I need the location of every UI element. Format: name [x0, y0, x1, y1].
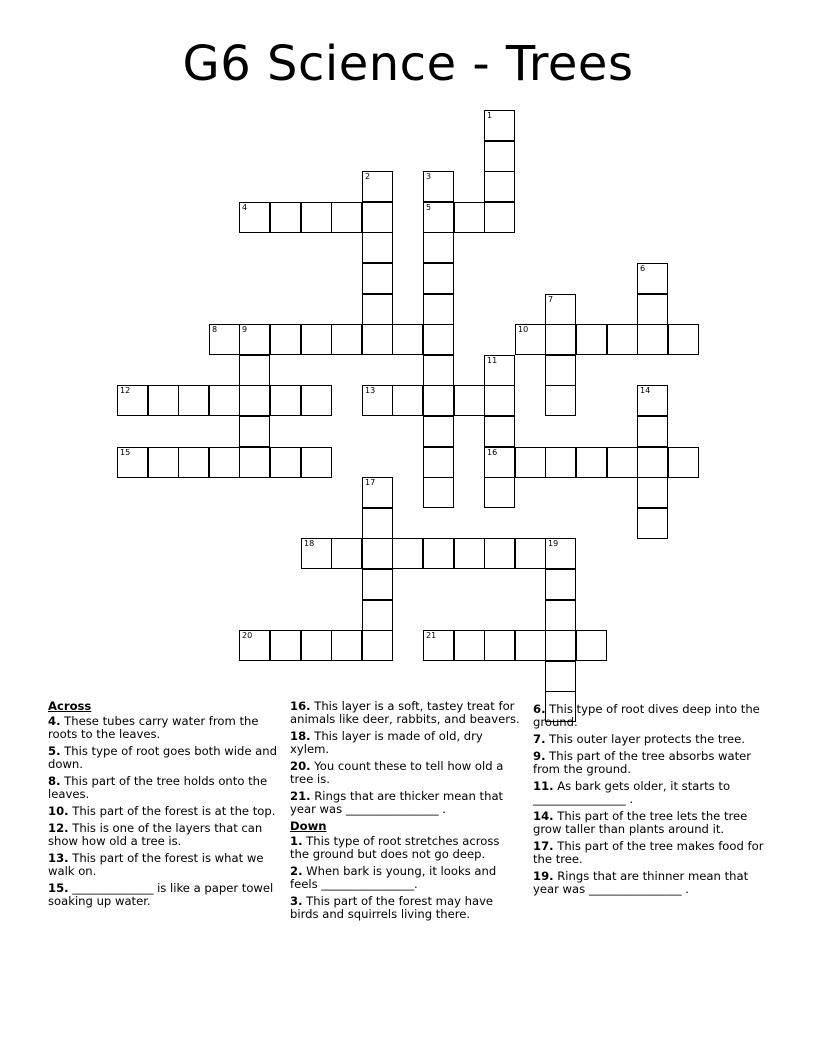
down-heading: Down [290, 819, 327, 833]
clue-down-6: 6. This type of root dives deep into the ground. [533, 702, 760, 729]
grid-cell[interactable] [576, 630, 607, 661]
grid-cell[interactable] [209, 447, 240, 478]
clue-column-1 [48, 700, 288, 912]
grid-cell[interactable] [637, 324, 668, 355]
grid-cell[interactable] [423, 232, 454, 263]
grid-cell[interactable] [423, 355, 454, 386]
cell-number: 15 [120, 448, 131, 457]
grid-cell[interactable] [545, 538, 576, 569]
grid-cell[interactable] [545, 447, 576, 478]
grid-cell[interactable] [270, 324, 301, 355]
grid-cell[interactable] [484, 538, 515, 569]
clue-down-1: 1. This type of root stretches across the ground but does not go deep. [290, 834, 500, 861]
grid-cell[interactable] [270, 385, 301, 416]
clue-across-5: 5. This type of root goes both wide and down. [48, 744, 277, 771]
clue-across-18: 18. This layer is made of old, dry xylem. [290, 729, 483, 756]
page-title: G6 Science - Trees [182, 36, 634, 92]
grid-cell[interactable] [362, 232, 393, 263]
grid-cell[interactable] [545, 661, 576, 692]
grid-cell[interactable] [178, 447, 209, 478]
grid-cell[interactable] [545, 600, 576, 631]
grid-cell[interactable] [301, 447, 332, 478]
grid-cell[interactable] [331, 324, 362, 355]
grid-cell[interactable] [239, 202, 270, 233]
clue-down-17: 17. This part of the tree makes food for the tree. [533, 839, 764, 866]
cell-number: 17 [365, 478, 376, 487]
grid-cell[interactable] [362, 324, 393, 355]
grid-cell[interactable] [392, 385, 423, 416]
clue-across-20: 20. You count these to tell how old a tree is. [290, 759, 504, 786]
grid-cell[interactable] [423, 385, 454, 416]
grid-cell[interactable] [117, 447, 148, 478]
grid-cell[interactable] [423, 477, 454, 508]
cell-number: 18 [304, 539, 315, 548]
cell-number: 5 [426, 203, 432, 212]
grid-cell[interactable] [423, 324, 454, 355]
grid-cell[interactable] [454, 385, 485, 416]
grid-cell[interactable] [362, 171, 393, 202]
grid-cell[interactable] [209, 324, 240, 355]
grid-cell[interactable] [362, 600, 393, 631]
clue-across-4: 4. These tubes carry water from the roots to the leaves. [48, 714, 259, 741]
grid-cell[interactable] [484, 141, 515, 172]
grid-cell[interactable] [301, 385, 332, 416]
cell-number: 19 [548, 539, 559, 548]
grid-cell[interactable] [239, 385, 270, 416]
grid-cell[interactable] [545, 630, 576, 661]
grid-cell[interactable] [423, 263, 454, 294]
clue-across-12: 12. This is one of the layers that can show how old a tree is. [48, 821, 263, 848]
grid-cell[interactable] [607, 324, 638, 355]
grid-cell[interactable] [423, 294, 454, 325]
cell-number: 2 [365, 172, 371, 181]
cell-number: 16 [487, 448, 498, 457]
grid-cell[interactable] [362, 294, 393, 325]
grid-cell[interactable] [331, 630, 362, 661]
grid-cell[interactable] [392, 324, 423, 355]
grid-cell[interactable] [668, 447, 699, 478]
clue-down-19: 19. Rings that are thinner mean that year was ________________ . [533, 869, 749, 896]
grid-cell[interactable] [362, 569, 393, 600]
clue-down-14: 14. This part of the tree lets the tree grow taller than plants around it. [533, 809, 748, 836]
grid-cell[interactable] [637, 477, 668, 508]
clue-down-7: 7. This outer layer protects the tree. [533, 732, 745, 746]
grid-cell[interactable] [484, 202, 515, 233]
grid-cell[interactable] [515, 447, 546, 478]
clue-across-10: 10. This part of the forest is at the top. [48, 804, 276, 818]
clue-across-15: 15. ______________ is like a paper towel soaking up water. [48, 881, 274, 908]
grid-cell[interactable] [454, 202, 485, 233]
cell-number: 3 [426, 172, 432, 181]
clue-column-2 [290, 700, 522, 925]
grid-cell[interactable] [637, 508, 668, 539]
clue-down-9: 9. This part of the tree absorbs water from the ground. [533, 749, 752, 776]
grid-cell[interactable] [545, 324, 576, 355]
grid-cell[interactable] [239, 416, 270, 447]
grid-cell[interactable] [239, 324, 270, 355]
grid-cell[interactable] [545, 569, 576, 600]
grid-cell[interactable] [423, 630, 454, 661]
grid-cell[interactable] [484, 416, 515, 447]
grid-cell[interactable] [668, 324, 699, 355]
cell-number: 20 [242, 631, 253, 640]
grid-cell[interactable] [423, 538, 454, 569]
grid-cell[interactable] [362, 538, 393, 569]
clue-down-2: 2. When bark is young, it looks and feels ________________. [290, 864, 497, 891]
grid-cell[interactable] [545, 355, 576, 386]
grid-cell[interactable] [637, 416, 668, 447]
grid-cell[interactable] [301, 324, 332, 355]
grid-cell[interactable] [117, 385, 148, 416]
grid-cell[interactable] [423, 202, 454, 233]
grid-cell[interactable] [362, 477, 393, 508]
grid-cell[interactable] [423, 171, 454, 202]
grid-cell[interactable] [484, 630, 515, 661]
grid-cell[interactable] [362, 202, 393, 233]
across-heading: Across [48, 699, 92, 713]
grid-cell[interactable] [239, 630, 270, 661]
grid-cell[interactable] [637, 263, 668, 294]
grid-cell[interactable] [515, 538, 546, 569]
grid-cell[interactable] [484, 110, 515, 141]
grid-cell[interactable] [607, 447, 638, 478]
cell-number: 11 [487, 356, 498, 365]
cell-number: 13 [365, 386, 376, 395]
clue-down-3: 3. This part of the forest may have birds and squirrels living there. [290, 894, 494, 921]
grid-cell[interactable] [362, 385, 393, 416]
grid-cell[interactable] [423, 416, 454, 447]
grid-cell[interactable] [515, 630, 546, 661]
cell-number: 7 [548, 295, 554, 304]
cell-number: 14 [640, 386, 651, 395]
grid-cell[interactable] [301, 630, 332, 661]
grid-cell[interactable] [423, 447, 454, 478]
grid-cell[interactable] [454, 630, 485, 661]
clue-down-11: 11. As bark gets older, it starts to ________________ . [533, 779, 731, 806]
cell-number: 9 [242, 325, 248, 334]
grid-cell[interactable] [576, 324, 607, 355]
grid-cell[interactable] [362, 263, 393, 294]
grid-cell[interactable] [454, 538, 485, 569]
grid-cell[interactable] [209, 385, 240, 416]
grid-cell[interactable] [270, 202, 301, 233]
grid-cell[interactable] [239, 447, 270, 478]
grid-cell[interactable] [576, 447, 607, 478]
grid-cell[interactable] [515, 324, 546, 355]
clue-across-13: 13. This part of the forest is what we walk on. [48, 851, 264, 878]
grid-cell[interactable] [270, 630, 301, 661]
grid-cell[interactable] [148, 385, 179, 416]
cell-number: 4 [242, 203, 248, 212]
cell-number: 12 [120, 386, 131, 395]
clue-column-3 [533, 703, 768, 900]
grid-cell[interactable] [484, 171, 515, 202]
grid-cell[interactable] [148, 447, 179, 478]
cell-number: 21 [426, 631, 437, 640]
clue-across-21: 21. Rings that are thicker mean that year was ________________ . [290, 789, 504, 816]
cell-number: 1 [487, 111, 493, 120]
cell-number: 6 [640, 264, 646, 273]
grid-cell[interactable] [331, 538, 362, 569]
grid-cell[interactable] [545, 385, 576, 416]
grid-cell[interactable] [331, 202, 362, 233]
grid-cell[interactable] [362, 630, 393, 661]
grid-cell[interactable] [301, 202, 332, 233]
cell-number: 10 [518, 325, 529, 334]
grid-cell[interactable] [270, 447, 301, 478]
clue-across-8: 8. This part of the tree holds onto the leaves. [48, 774, 268, 801]
grid-cell[interactable] [637, 447, 668, 478]
grid-cell[interactable] [239, 355, 270, 386]
grid-cell[interactable] [392, 538, 423, 569]
grid-cell[interactable] [484, 385, 515, 416]
grid-cell[interactable] [362, 508, 393, 539]
clue-across-16: 16. This layer is a soft, tastey treat for animals like deer, rabbits, and beavers. [290, 699, 520, 726]
grid-cell[interactable] [178, 385, 209, 416]
grid-cell[interactable] [484, 355, 515, 386]
grid-cell[interactable] [637, 385, 668, 416]
grid-cell[interactable] [637, 294, 668, 325]
grid-cell[interactable] [484, 477, 515, 508]
grid-cell[interactable] [301, 538, 332, 569]
cell-number: 8 [212, 325, 218, 334]
grid-cell[interactable] [484, 447, 515, 478]
grid-cell[interactable] [545, 294, 576, 325]
